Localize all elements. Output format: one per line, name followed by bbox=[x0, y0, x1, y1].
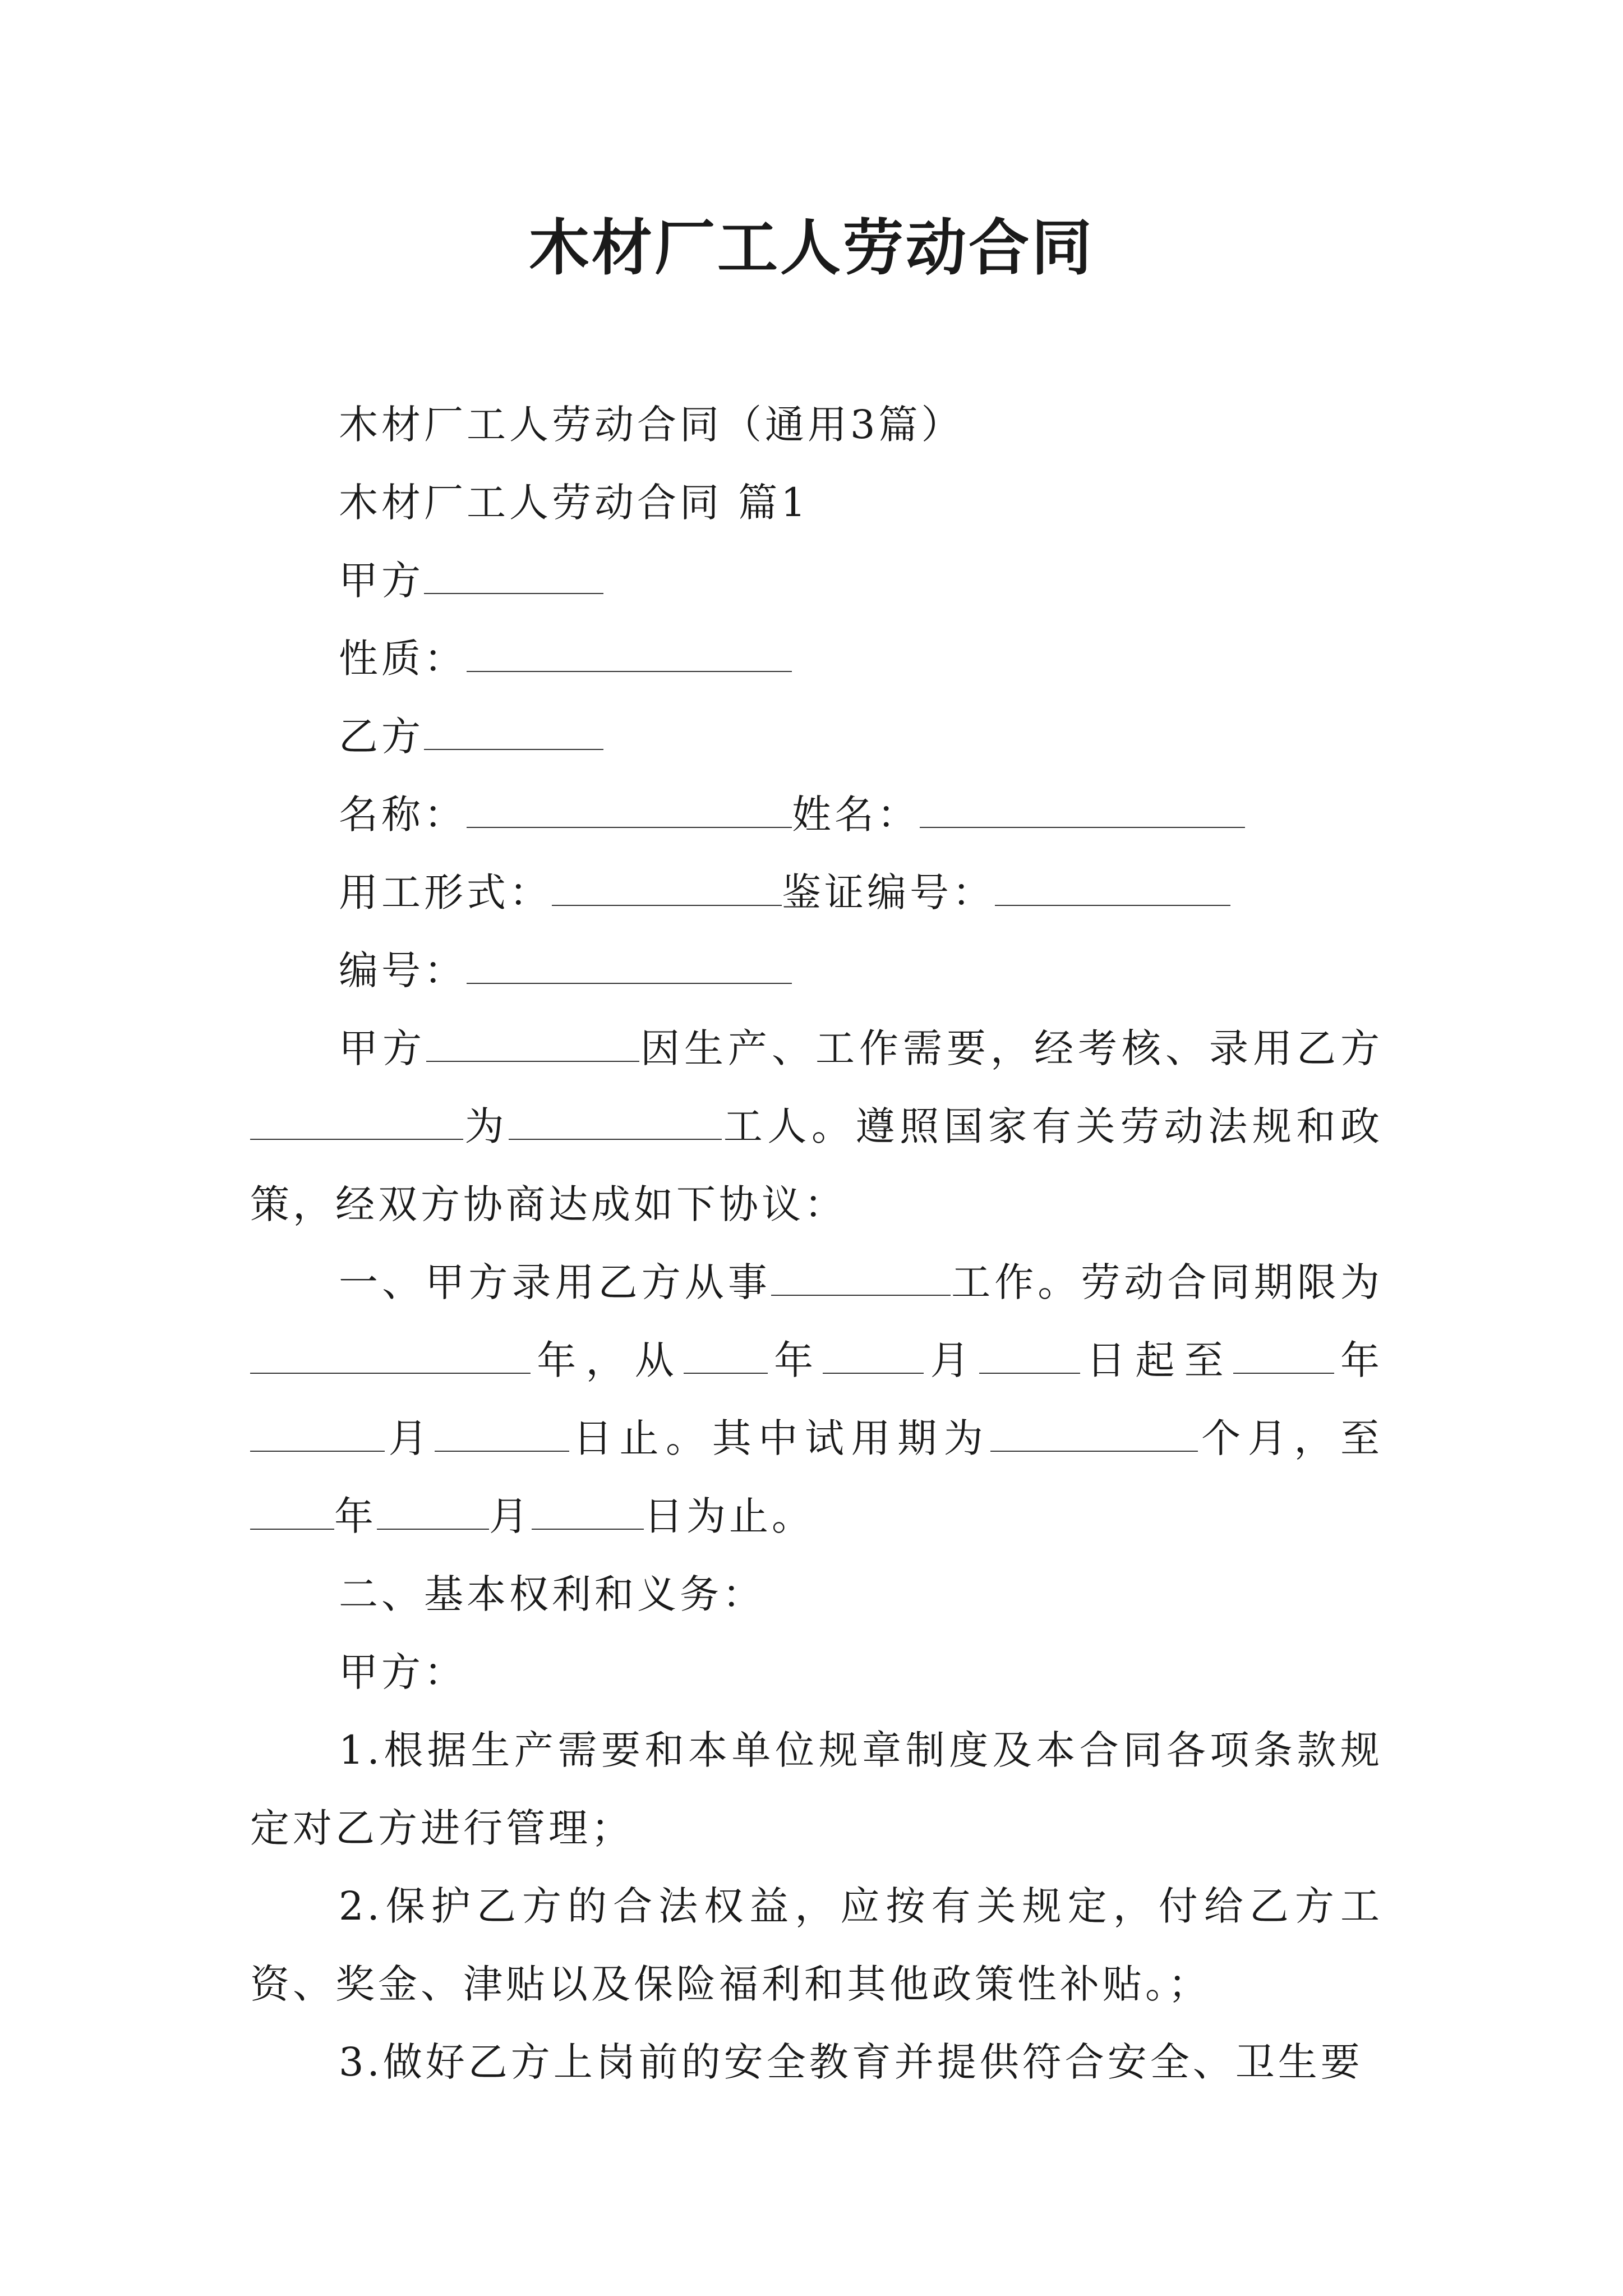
end-year-blank[interactable] bbox=[1233, 1340, 1334, 1374]
party-a-line bbox=[250, 542, 1383, 620]
preamble-text-2: 因生产、工作需要，经考核、录用乙方 bbox=[639, 1025, 1383, 1071]
section-heading-text: 木材厂工人劳动合同 篇1 bbox=[339, 480, 809, 526]
probation-year-blank[interactable] bbox=[250, 1496, 334, 1530]
start-year-blank[interactable] bbox=[684, 1340, 768, 1374]
term-text-11: 年 bbox=[334, 1493, 377, 1539]
section-heading bbox=[250, 464, 1383, 542]
preamble-text-1: 甲方 bbox=[339, 1025, 426, 1071]
probation-months-blank[interactable] bbox=[990, 1418, 1198, 1452]
term-text-2: 工作。劳动合同期限为 bbox=[951, 1259, 1383, 1305]
clause-1-text: 1.根据生产需要和本单位规章制度及本合同各项条款规定对乙方进行管理； bbox=[250, 1727, 1383, 1851]
paragraph-preamble bbox=[250, 1010, 1383, 1244]
company-name-blank[interactable] bbox=[467, 794, 792, 828]
term-text-3: 年，从 bbox=[531, 1337, 684, 1383]
person-name-label: 姓名： bbox=[792, 792, 920, 838]
term-text-13: 日为止。 bbox=[644, 1493, 814, 1539]
person-name-blank[interactable] bbox=[920, 794, 1245, 828]
employment-type-label: 用工形式： bbox=[339, 869, 552, 915]
party-b-line bbox=[250, 698, 1383, 776]
preamble-blank-3[interactable] bbox=[509, 1106, 722, 1140]
number-label: 编号： bbox=[339, 947, 467, 993]
party-b-label: 乙方 bbox=[339, 714, 424, 760]
end-month-blank[interactable] bbox=[250, 1418, 385, 1452]
employment-type-blank[interactable] bbox=[552, 872, 782, 906]
term-text-1: 一、甲方录用乙方从事 bbox=[339, 1259, 771, 1305]
term-years-blank[interactable] bbox=[250, 1340, 531, 1374]
start-day-blank[interactable] bbox=[979, 1340, 1080, 1374]
preamble-blank-1[interactable] bbox=[426, 1028, 639, 1062]
clause-2 bbox=[250, 1867, 1383, 2023]
document-title: 木材厂工人劳动合同 bbox=[528, 213, 1094, 283]
term-text-6: 日起至 bbox=[1080, 1337, 1233, 1383]
term-text-5: 月 bbox=[924, 1337, 979, 1383]
clause-3-text: 3.做好乙方上岗前的安全教育并提供符合安全、卫生要 bbox=[339, 2039, 1363, 2085]
nature-blank[interactable] bbox=[467, 638, 792, 672]
section-rights-heading bbox=[250, 1556, 1383, 1634]
term-text-8: 月 bbox=[385, 1415, 435, 1461]
paragraph-term bbox=[250, 1244, 1383, 1556]
term-text-9: 日止。其中试用期为 bbox=[569, 1415, 990, 1461]
rights-heading-text: 二、基本权利和义务： bbox=[339, 1571, 765, 1617]
nature-line bbox=[250, 620, 1383, 698]
preamble-text-3: 为 bbox=[463, 1103, 509, 1149]
probation-month-blank[interactable] bbox=[377, 1496, 489, 1530]
party-b-blank[interactable] bbox=[424, 716, 603, 750]
nature-label: 性质： bbox=[339, 636, 467, 682]
employment-type-line bbox=[250, 854, 1383, 932]
certification-number-blank[interactable] bbox=[995, 872, 1230, 906]
term-text-4: 年 bbox=[767, 1337, 823, 1383]
party-a-subheading bbox=[250, 1634, 1383, 1711]
start-month-blank[interactable] bbox=[823, 1340, 924, 1374]
term-text-10: 个月，至 bbox=[1197, 1415, 1383, 1461]
job-blank[interactable] bbox=[771, 1262, 951, 1296]
name-line bbox=[250, 776, 1383, 854]
term-text-12: 月 bbox=[489, 1493, 532, 1539]
party-a-subheading-text: 甲方： bbox=[339, 1649, 467, 1695]
probation-day-blank[interactable] bbox=[532, 1496, 644, 1530]
clause-2-text: 2.保护乙方的合法权益，应按有关规定，付给乙方工资、奖金、津贴以及保险福利和其他政策性补贴。； bbox=[250, 1883, 1383, 2007]
party-a-blank[interactable] bbox=[424, 560, 603, 594]
certification-number-label: 鉴证编号： bbox=[782, 869, 995, 915]
document-body bbox=[250, 386, 1383, 2101]
end-day-blank[interactable] bbox=[435, 1418, 569, 1452]
preamble-text-4: 工人。遵照国家有关劳动法规和政策，经双方协商达成如下协议： bbox=[250, 1103, 1384, 1227]
party-a-label: 甲方 bbox=[339, 558, 424, 604]
clause-3 bbox=[250, 2023, 1383, 2101]
term-text-7: 年 bbox=[1334, 1337, 1384, 1383]
subtitle-line bbox=[250, 386, 1383, 464]
clause-1 bbox=[250, 1711, 1383, 1867]
subtitle-text: 木材厂工人劳动合同（通用3篇） bbox=[339, 402, 964, 448]
number-blank[interactable] bbox=[467, 950, 792, 984]
number-line bbox=[250, 932, 1383, 1010]
company-name-label: 名称： bbox=[339, 792, 467, 838]
preamble-blank-2[interactable] bbox=[250, 1106, 463, 1140]
